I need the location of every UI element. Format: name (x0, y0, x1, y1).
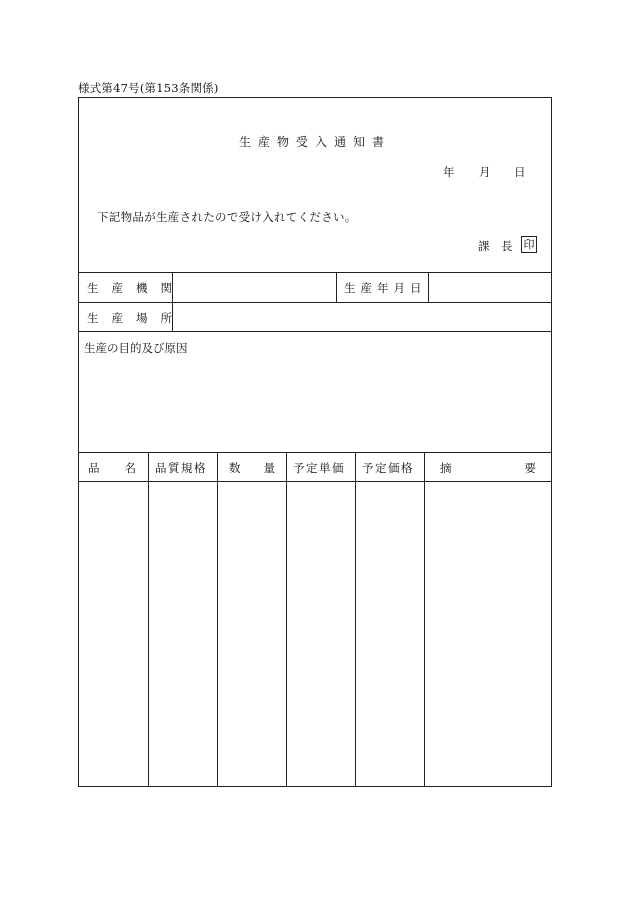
header-item-name-char-2: 名 (124, 461, 136, 475)
table-col-divider-2 (217, 452, 218, 787)
header-unit-price: 予定単価 (293, 461, 345, 475)
header-spec: 品質規格 (155, 461, 207, 475)
field-date-divider-right (428, 272, 429, 302)
rule-table-top (78, 452, 552, 453)
purpose-label: 生産の目的及び原因 (84, 341, 188, 355)
seal-box: 印 (521, 236, 537, 253)
header-quantity-char-2: 量 (263, 461, 275, 475)
header-item-name-char-1: 品 (88, 461, 100, 475)
date-month-label: 月 (479, 165, 491, 179)
notice-text: 下記物品が生産されたので受け入れてください。 (97, 210, 357, 224)
section-chief-label: 課 長 (478, 239, 513, 253)
rule-fields-top (78, 272, 552, 273)
body-price-cell[interactable] (357, 483, 423, 785)
field-date-divider-left (336, 272, 337, 302)
header-remarks-char-2: 要 (524, 461, 536, 475)
production-org-text: 生産機関 (87, 281, 185, 295)
table-col-divider-5 (424, 452, 425, 787)
header-price: 予定価格 (362, 461, 414, 475)
production-date-field[interactable] (430, 274, 550, 301)
rule-table-header-bottom (78, 481, 552, 482)
form-number-caption: 様式第47号(第153条関係) (78, 81, 219, 95)
body-quantity-cell[interactable] (219, 483, 285, 785)
table-col-divider-1 (148, 452, 149, 787)
table-col-divider-3 (286, 452, 287, 787)
production-place-field[interactable] (174, 304, 550, 330)
header-quantity-char-1: 数 (229, 461, 241, 475)
rule-purpose-top (78, 331, 552, 332)
body-item-name-cell[interactable] (80, 483, 147, 785)
production-date-label: 生産年月日 (344, 281, 427, 295)
production-org-label (87, 280, 185, 296)
body-remarks-cell[interactable] (426, 483, 550, 785)
date-year-label: 年 (443, 165, 455, 179)
header-remarks-char-1: 摘 (440, 461, 452, 475)
header-quantity (229, 460, 275, 476)
header-item-name (88, 460, 136, 476)
date-day-label: 日 (514, 165, 526, 179)
purpose-field[interactable] (80, 356, 550, 450)
production-org-field[interactable] (174, 274, 335, 301)
document-title: 生産物受入通知書 (238, 135, 391, 149)
body-spec-cell[interactable] (150, 483, 216, 785)
header-remarks (440, 460, 536, 476)
body-unit-price-cell[interactable] (288, 483, 354, 785)
production-place-label: 生産場所 (87, 311, 185, 325)
table-col-divider-4 (355, 452, 356, 787)
rule-fields-middle (78, 302, 552, 303)
